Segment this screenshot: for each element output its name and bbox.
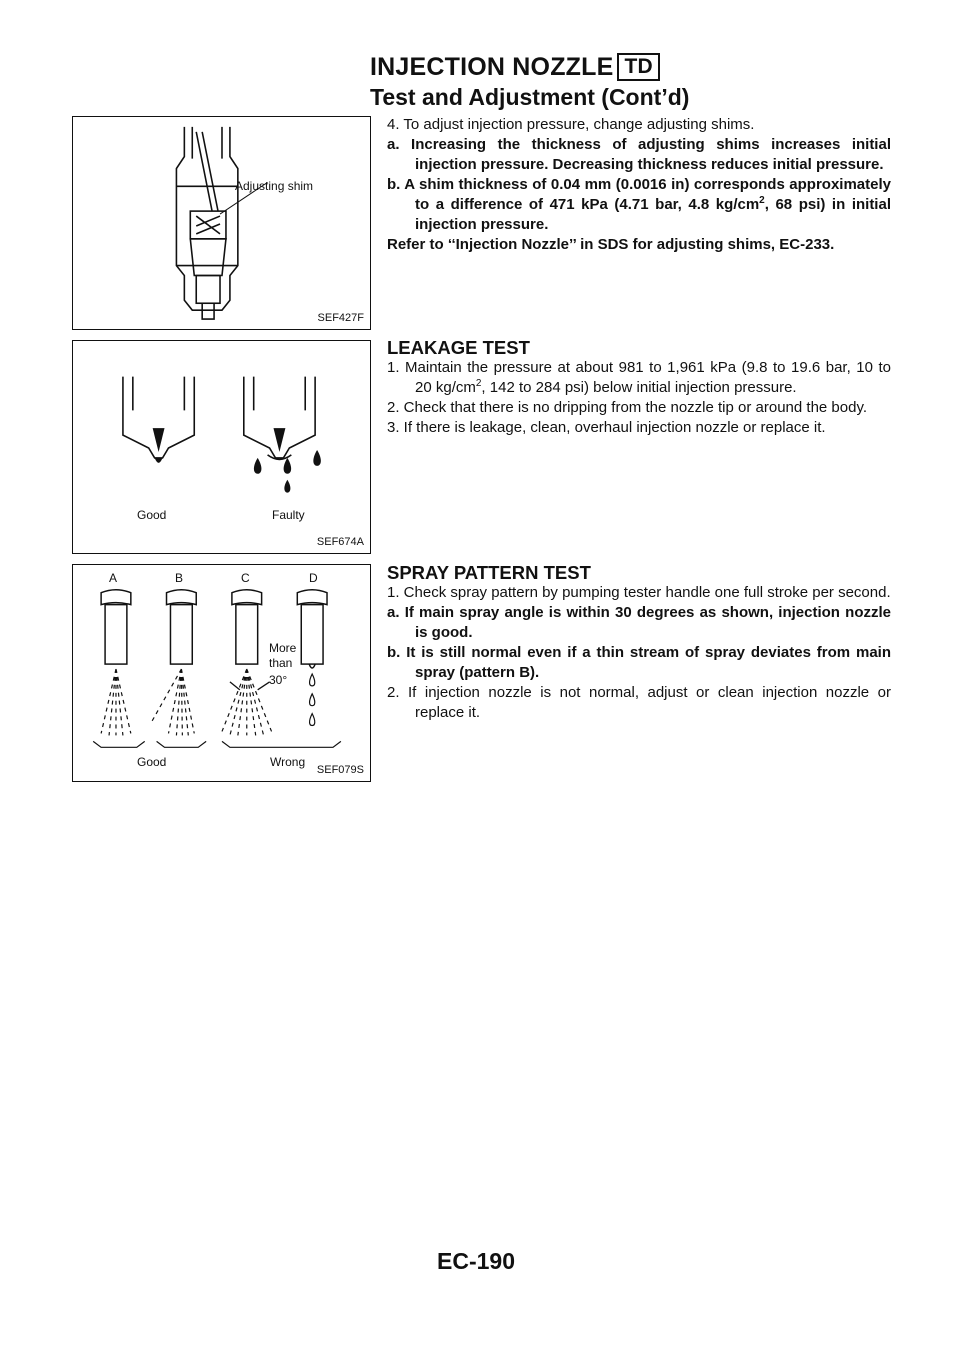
leakage-step-2: 2. Check that there is no dripping from the nozzle tip or around the body.	[387, 399, 867, 416]
label-good: Good	[137, 508, 167, 522]
figure-code: SEF427F	[317, 312, 364, 324]
label-angle: 30°	[269, 673, 288, 687]
page-number: EC-190	[437, 1248, 515, 1274]
nozzle-holder-drawing	[73, 117, 370, 329]
label-pattern-c: C	[241, 571, 250, 585]
label-more-than: More than	[269, 641, 297, 670]
sds-reference: Refer to ‘‘Injection Nozzle’’ in SDS for adjusting shims, EC-233.	[387, 236, 835, 253]
leakage-step-1	[387, 358, 891, 398]
label-faulty: Faulty	[272, 508, 305, 522]
adjust-step-b-text-end: , 68 psi) in initial injection pressure.	[415, 196, 891, 233]
superscript: 2	[759, 195, 765, 206]
adjust-step-4: 4. To adjust injection pressure, change adjusting shims.	[387, 116, 755, 133]
spray-step-b: b. It is still normal even if a thin stream of spray deviates from main spray (pattern B).	[387, 644, 891, 681]
superscript: 2	[475, 378, 482, 389]
leakage-step-3: 3. If there is leakage, clean, overhaul injection nozzle or replace it.	[387, 419, 826, 436]
leakage-step-1-text: 1. Maintain the pressure at about 981 to 1,961 kPa (9.8 to 19.6 bar, 10 to 20 kg/cm	[387, 359, 891, 396]
spray-pattern-drawing	[73, 565, 370, 781]
leakage-test-section	[387, 338, 891, 438]
label-pattern-a: A	[109, 571, 118, 585]
adjust-step-a: a. Increasing the thickness of adjusting shims increases initial injection pressure. Decreasing thickness reduces initial pressure.	[387, 136, 891, 173]
label-good: Good	[137, 755, 167, 769]
spray-step-1: 1. Check spray pattern by pumping tester handle one full stroke per second.	[387, 584, 891, 601]
section-heading: LEAKAGE TEST	[387, 337, 530, 358]
leakage-step-1-text-end: , 142 to 284 psi) below initial injection pressure.	[481, 379, 797, 396]
spray-step-a: a. If main spray angle is within 30 degrees as shown, injection nozzle is good.	[387, 604, 891, 641]
label-pattern-d: D	[309, 571, 318, 585]
figure-leakage	[72, 340, 371, 554]
engine-badge: TD	[617, 53, 659, 81]
figure-code: SEF079S	[316, 764, 364, 776]
page-title-text: INJECTION NOZZLE	[370, 53, 614, 81]
adjustment-text	[387, 115, 891, 255]
spray-step-2: 2. If injection nozzle is not normal, adjust or clean injection nozzle or replace it.	[387, 684, 891, 721]
section-subtitle: Test and Adjustment (Cont’d)	[370, 84, 690, 110]
figure-spray-pattern	[72, 564, 371, 782]
spray-pattern-section	[387, 563, 891, 723]
page-title	[370, 53, 660, 82]
figure-code: SEF674A	[316, 536, 364, 548]
nozzle-tip-drawing	[73, 341, 370, 553]
section-heading: SPRAY PATTERN TEST	[387, 562, 591, 583]
label-pattern-b: B	[175, 571, 184, 585]
figure-adjusting-shim	[72, 116, 371, 330]
label-wrong: Wrong	[270, 755, 306, 769]
adjust-step-b-text: b. A shim thickness of 0.04 mm (0.0016 in) corresponds approximately to a difference of 471 kPa (4.71 bar, 4.8 kg/cm	[387, 176, 891, 213]
adjust-step-b	[387, 175, 891, 235]
label-adjusting-shim: Adjusting shim	[235, 179, 314, 193]
